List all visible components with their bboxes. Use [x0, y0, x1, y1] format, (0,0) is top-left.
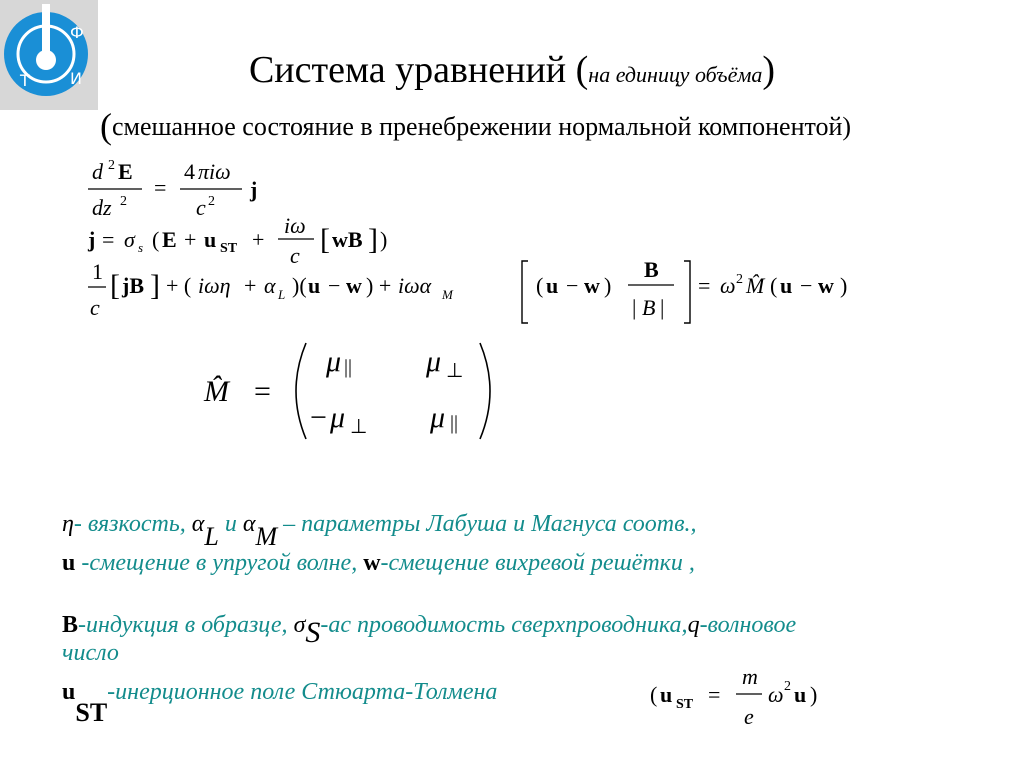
- svg-text:j: j: [250, 177, 258, 202]
- equation-1: [88, 158, 257, 220]
- svg-text:E: E: [162, 227, 177, 252]
- logo-letter-1: Ф: [70, 23, 84, 42]
- svg-text:μ: μ: [326, 345, 342, 378]
- title-close: ): [762, 49, 776, 91]
- svg-text:)(: )(: [292, 273, 307, 298]
- svg-text:ω: ω: [768, 682, 784, 707]
- svg-text:M̂: M̂: [204, 375, 229, 408]
- svg-text:μ: μ: [430, 401, 446, 434]
- q-text: -волновое: [699, 612, 797, 638]
- svg-text:[: [: [320, 223, 330, 256]
- svg-text:⊥: ⊥: [350, 416, 368, 438]
- subscript-M: M: [255, 522, 278, 551]
- svg-text:2: 2: [784, 679, 791, 694]
- logo-letter-2: Т: [20, 71, 30, 90]
- svg-text:u: u: [660, 682, 673, 707]
- svg-text:=: =: [154, 175, 167, 200]
- alpha-text: – параметры Лабуша и Магнуса соотв.,: [277, 511, 697, 537]
- svg-text:+ (: + (: [166, 273, 192, 298]
- q-symbol: q: [687, 612, 700, 638]
- svg-text:]: ]: [368, 223, 378, 256]
- svg-text:L: L: [278, 287, 286, 302]
- equation-3: [88, 257, 847, 323]
- svg-text:w: w: [818, 273, 834, 298]
- svg-text:u: u: [780, 273, 793, 298]
- subscript-S: S: [305, 616, 321, 649]
- sigma-symbol: σ: [293, 612, 306, 638]
- svg-text:M̂: M̂: [746, 273, 765, 298]
- svg-text:d: d: [92, 159, 103, 184]
- subtitle-text: смешанное состояние в пренебрежении нормальной компонентой): [112, 112, 852, 141]
- svg-text:=: =: [708, 682, 721, 707]
- legend-line-4: [62, 676, 498, 727]
- ust-subscript: ST: [75, 698, 108, 727]
- svg-text:): ): [604, 273, 612, 298]
- svg-text:−: −: [310, 401, 327, 434]
- B-symbol: B: [62, 612, 79, 638]
- svg-text:μ: μ: [426, 345, 442, 378]
- subtitle-open-paren: (: [100, 106, 112, 146]
- svg-text:(: (: [152, 227, 160, 252]
- svg-text:): ): [810, 682, 818, 707]
- ust-symbol: u: [62, 679, 76, 705]
- logo-letter-3: И: [70, 69, 82, 88]
- svg-text:]: ]: [150, 269, 160, 302]
- svg-text:ST: ST: [676, 697, 694, 712]
- svg-text:−: −: [328, 273, 341, 298]
- svg-text:−: −: [800, 273, 813, 298]
- svg-text:2: 2: [108, 158, 115, 173]
- svg-text:): ): [380, 227, 388, 252]
- svg-text:1: 1: [92, 259, 103, 284]
- w-text: -смещение вихревой решётки ,: [380, 550, 695, 576]
- subscript-L: L: [204, 522, 219, 551]
- svg-text:u: u: [204, 227, 217, 252]
- svg-text:c: c: [90, 295, 100, 320]
- q-text-continued: число: [62, 640, 119, 666]
- svg-text:E: E: [118, 159, 133, 184]
- u-text: -смещение в упругой волне,: [75, 550, 364, 576]
- alpha-symbol-L: α: [191, 511, 205, 537]
- svg-text:) +: ) +: [366, 273, 392, 298]
- svg-text:+: +: [184, 227, 197, 252]
- equation-2: [87, 213, 387, 268]
- svg-text:u: u: [308, 273, 321, 298]
- slide-subtitle: [100, 105, 851, 147]
- legend-line-2: [62, 550, 695, 577]
- svg-text:σ: σ: [124, 227, 135, 252]
- svg-text:iω: iω: [284, 213, 306, 238]
- svg-text:jB: jB: [122, 273, 144, 298]
- and-text: и: [218, 511, 243, 537]
- matrix-M: [203, 343, 490, 439]
- svg-text:[: [: [110, 269, 120, 302]
- svg-text:ω: ω: [720, 273, 736, 298]
- svg-text:|: |: [660, 295, 665, 320]
- equation-system: [80, 155, 900, 455]
- legend-line-3b: [62, 640, 119, 667]
- svg-text:(: (: [770, 273, 778, 298]
- title-note: на единицу объёма: [588, 62, 763, 87]
- svg-text:iωα: iωα: [398, 273, 432, 298]
- svg-text:α: α: [264, 273, 276, 298]
- svg-text:+: +: [244, 273, 257, 298]
- svg-text:−: −: [566, 273, 579, 298]
- legend-line-1: [62, 508, 697, 551]
- svg-text:|: |: [632, 295, 637, 320]
- svg-text:s: s: [138, 240, 144, 255]
- svg-text:||: ||: [450, 412, 459, 434]
- svg-text:(: (: [536, 273, 544, 298]
- svg-text:): ): [840, 273, 848, 298]
- ust-text: -инерционное поле Стюарта-Толмена: [107, 679, 498, 705]
- svg-text:2: 2: [120, 194, 127, 209]
- svg-text:c: c: [290, 243, 300, 268]
- svg-text:ST: ST: [220, 241, 238, 256]
- svg-text:||: ||: [344, 356, 353, 378]
- svg-text:dz: dz: [92, 195, 112, 220]
- svg-text:c: c: [196, 195, 206, 220]
- svg-text:πiω: πiω: [198, 159, 231, 184]
- svg-text:2: 2: [736, 272, 743, 287]
- sigma-text: -ac проводимость сверхпроводника,: [320, 612, 688, 638]
- svg-text:m: m: [742, 664, 758, 689]
- svg-text:⊥: ⊥: [446, 360, 464, 382]
- svg-text:iωη: iωη: [198, 273, 231, 298]
- w-symbol: w: [363, 550, 381, 576]
- B-text: -индукция в образце,: [78, 612, 294, 638]
- slide-title: [0, 48, 1024, 92]
- svg-text:u: u: [546, 273, 559, 298]
- svg-text:wB: wB: [332, 227, 363, 252]
- svg-text:j: j: [88, 227, 96, 252]
- legend-line-3: [62, 606, 797, 649]
- u-symbol: u: [62, 550, 76, 576]
- title-main: Система уравнений (: [248, 49, 589, 91]
- svg-text:w: w: [584, 273, 600, 298]
- alpha-symbol-M: α: [242, 511, 256, 537]
- eta-symbol: η: [62, 511, 74, 537]
- svg-text:(: (: [650, 682, 658, 707]
- svg-text:B: B: [642, 295, 656, 320]
- svg-text:=: =: [254, 375, 271, 408]
- svg-text:B: B: [644, 257, 659, 282]
- svg-text:μ: μ: [330, 401, 346, 434]
- svg-text:=: =: [102, 227, 115, 252]
- svg-text:e: e: [744, 704, 754, 729]
- svg-text:4: 4: [184, 159, 195, 184]
- svg-text:u: u: [794, 682, 807, 707]
- svg-text:M: M: [442, 287, 453, 302]
- svg-text:w: w: [346, 273, 362, 298]
- svg-text:=: =: [698, 273, 711, 298]
- eta-text: - вязкость,: [73, 511, 192, 537]
- ust-formula: [650, 662, 850, 742]
- svg-text:2: 2: [208, 194, 215, 209]
- svg-text:+: +: [252, 227, 265, 252]
